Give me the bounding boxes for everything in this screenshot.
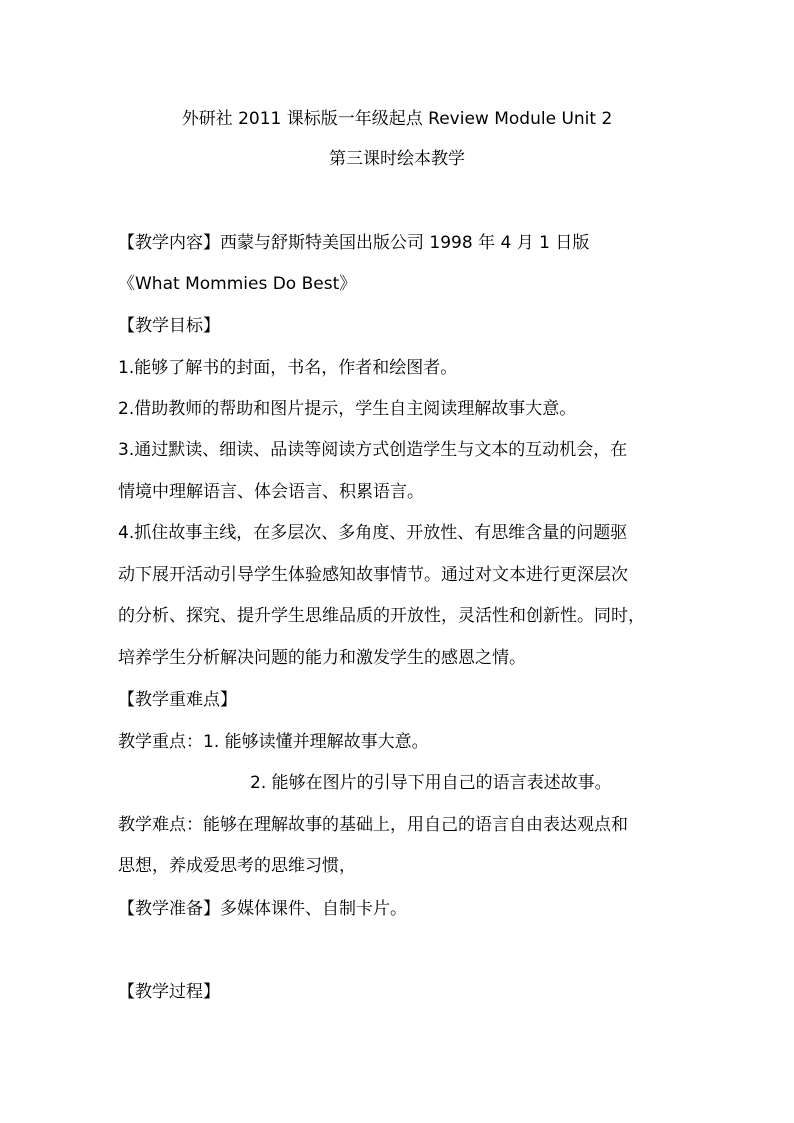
objectives-heading: 【教学目标】 xyxy=(118,316,220,336)
focus-line: 教学重点：1. 能够读懂并理解故事大意。 xyxy=(118,732,429,752)
document-subtitle: 第三课时绘本教学 xyxy=(329,149,465,169)
objective-line: 培养学生分析解决问题的能力和激发学生的感恩之情。 xyxy=(118,648,526,668)
objective-line: 4.抓住故事主线，在多层次、多角度、开放性、有思维含量的问题驱 xyxy=(118,523,628,543)
difficulty-line: 教学难点：能够在理解故事的基础上，用自己的语言自由表达观点和 xyxy=(118,815,628,835)
objective-line: 1.能够了解书的封面，书名，作者和绘图者。 xyxy=(118,358,458,378)
objective-line: 的分析、探究、提升学生思维品质的开放性，灵活性和创新性。同时， xyxy=(118,606,645,626)
objective-line: 动下展开活动引导学生体验感知故事情节。通过对文本进行更深层次 xyxy=(118,565,628,585)
objective-line: 情境中理解语言、体会语言、积累语言。 xyxy=(118,482,424,502)
content-line: 【教学内容】西蒙与舒斯特美国出版公司 1998 年 4 月 1 日版 xyxy=(118,233,590,253)
preparation-line: 【教学准备】多媒体课件、自制卡片。 xyxy=(118,899,407,919)
focus-line: 2. 能够在图片的引导下用自己的语言表述故事。 xyxy=(250,773,612,793)
process-heading: 【教学过程】 xyxy=(118,982,220,1002)
book-title: 《What Mommies Do Best》 xyxy=(118,274,357,294)
objective-line: 2.借助教师的帮助和图片提示，学生自主阅读理解故事大意。 xyxy=(118,399,577,419)
key-points-heading: 【教学重难点】 xyxy=(118,690,237,710)
document-title: 外研社 2011 课标版一年级起点 Review Module Unit 2 xyxy=(181,109,613,129)
difficulty-line: 思想，养成爱思考的思维习惯， xyxy=(118,856,356,876)
objective-line: 3.通过默读、细读、品读等阅读方式创造学生与文本的互动机会，在 xyxy=(118,440,628,460)
